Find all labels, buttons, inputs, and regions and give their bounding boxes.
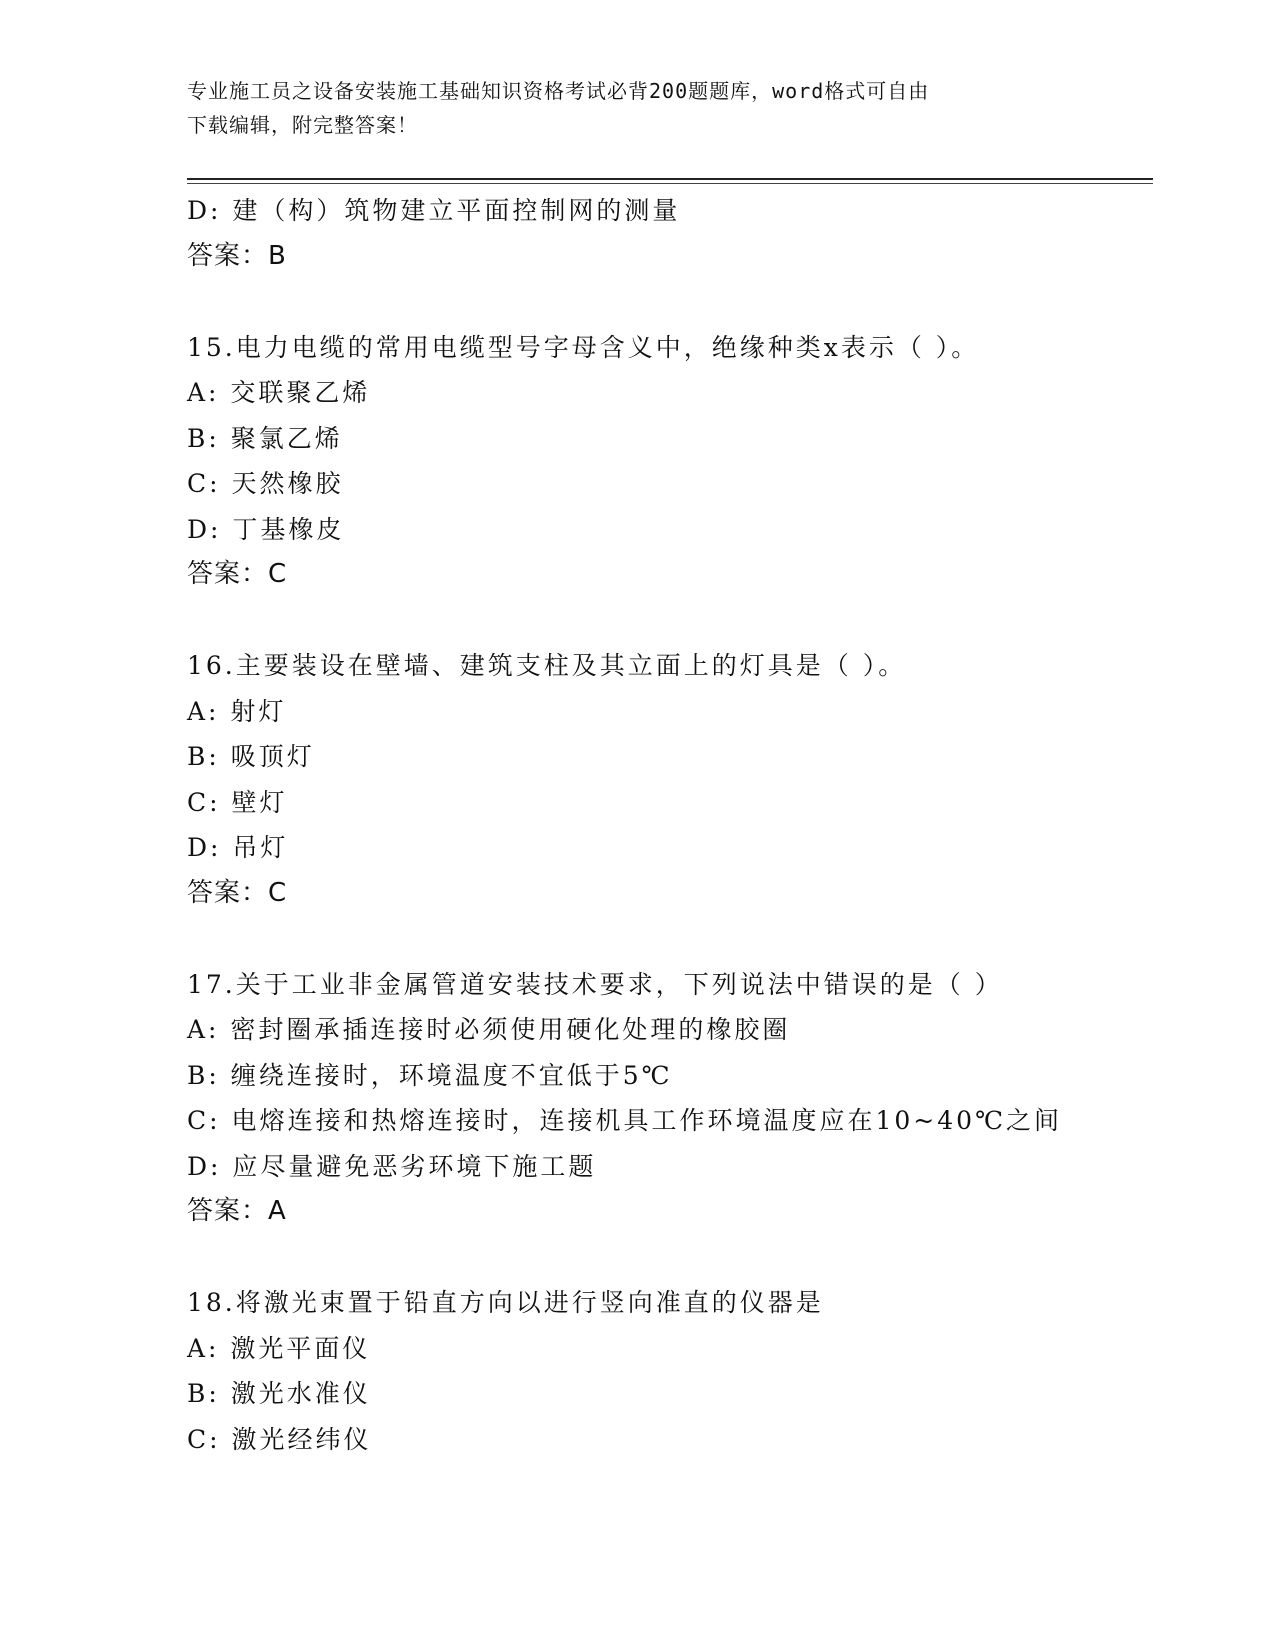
- option-d: D: 建（构）筑物建立平面控制网的测量: [187, 196, 681, 225]
- option-a: A: 密封圈承插连接时必须使用硬化处理的橡胶圈: [187, 1015, 791, 1044]
- option-b: B: 缠绕连接时，环境温度不宜低于5℃: [187, 1060, 673, 1090]
- option-c: C: 壁灯: [187, 787, 288, 817]
- document-header: [187, 74, 1067, 142]
- header-line-2: 下载编辑，附完整答案！: [187, 113, 418, 137]
- option-b: B: 聚氯乙烯: [187, 423, 343, 453]
- question-16: [187, 643, 1153, 916]
- option-d: D: 吊灯: [187, 833, 289, 862]
- option-c: C: 电熔连接和热熔连接时，连接机具工作环境温度应在10~40℃之间: [187, 1106, 1063, 1135]
- answer-line: 答案：B: [187, 240, 287, 271]
- answer-line: 答案：C: [187, 877, 288, 908]
- option-c: C: 天然橡胶: [187, 469, 344, 498]
- question-stem: 17.关于工业非金属管道安装技术要求，下列说法中错误的是（ ）: [187, 969, 1003, 999]
- answer-line: 答案：C: [187, 559, 288, 589]
- answer-line: 答案：A: [187, 1196, 287, 1226]
- question-content: [187, 188, 1153, 1462]
- header-divider-thin: [187, 183, 1153, 184]
- option-a: A: 激光平面仪: [187, 1333, 371, 1363]
- option-d: D: 应尽量避免恶劣环境下施工题: [187, 1151, 597, 1181]
- option-b: B: 激光水准仪: [187, 1379, 371, 1408]
- question-15: [187, 325, 1153, 598]
- option-d: D: 丁基橡皮: [187, 514, 345, 544]
- option-b: B: 吸顶灯: [187, 742, 315, 771]
- header-divider-thick: [187, 178, 1153, 180]
- question-stem: 16.主要装设在壁墙、建筑支柱及其立面上的灯具是（ ）。: [187, 651, 907, 680]
- question-17: [187, 962, 1153, 1235]
- option-a: A: 交联聚乙烯: [187, 378, 371, 407]
- question-stem: 15.电力电缆的常用电缆型号字母含义中，绝缘种类x表示（ ）。: [187, 332, 980, 362]
- option-c: C: 激光经纬仪: [187, 1424, 372, 1454]
- option-a: A: 射灯: [187, 696, 287, 726]
- previous-question-tail: [187, 188, 1153, 279]
- question-stem: 18.将激光束置于铅直方向以进行竖向准直的仪器是: [187, 1288, 824, 1317]
- header-line-1: 专业施工员之设备安装施工基础知识资格考试必背200题题库，word格式可自由: [187, 79, 930, 103]
- question-18: [187, 1280, 1153, 1462]
